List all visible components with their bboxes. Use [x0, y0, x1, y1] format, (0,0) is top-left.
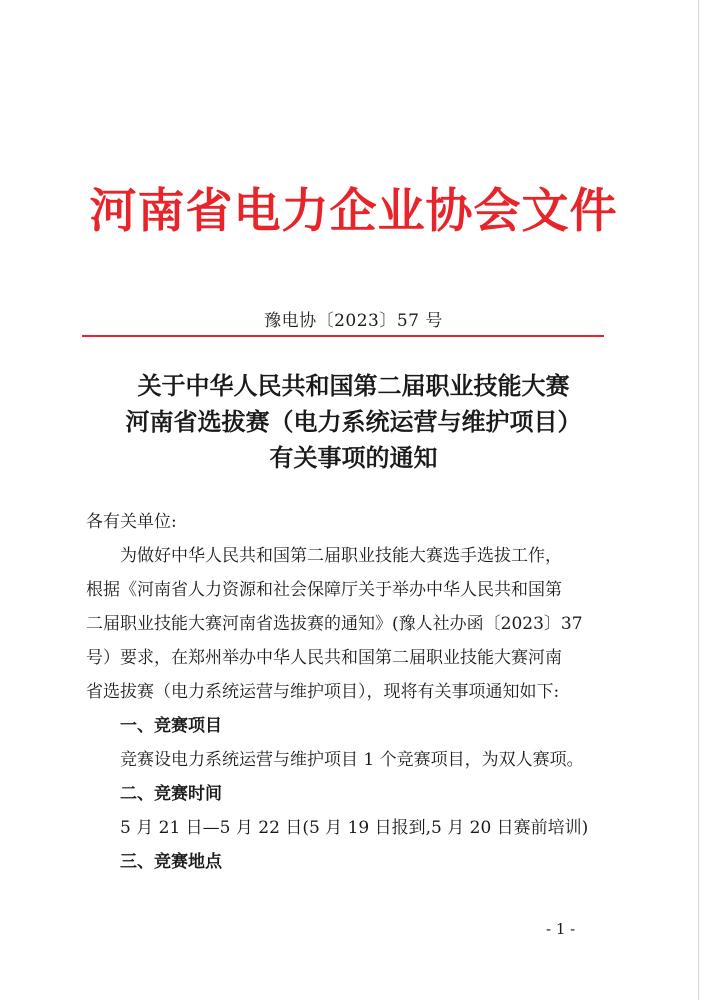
notice-title — [0, 368, 707, 476]
section-heading-competition-time: 二、竞赛时间 — [120, 784, 222, 804]
salutation: 各有关单位: — [86, 512, 177, 532]
intro-line-2: 根据《河南省人力资源和社会保障厅关于举办中华人民共和国第 — [86, 580, 562, 600]
intro-line-1: 为做好中华人民共和国第二届职业技能大赛选手选拔工作， — [120, 546, 562, 566]
document-number: 豫电协〔2023〕57 号 — [264, 311, 443, 331]
page-edge-line — [698, 0, 699, 1000]
notice-title-line-3: 有关事项的通知 — [269, 443, 438, 472]
document-header-title: 河南省电力企业协会文件 — [89, 184, 618, 239]
section-text-competition-time: 5 月 21 日—5 月 22 日(5 月 19 日报到,5 月 20 日赛前培训) — [120, 818, 589, 838]
intro-line-5: 省选拔赛（电力系统运营与维护项目），现将有关事项通知如下: — [86, 682, 560, 702]
section-heading-competition-venue: 三、竞赛地点 — [120, 852, 222, 872]
notice-title-line-2: 河南省选拔赛（电力系统运营与维护项目） — [125, 407, 582, 436]
notice-title-line-1: 关于中华人民共和国第二届职业技能大赛 — [137, 371, 570, 400]
intro-line-4: 号）要求，在郑州举办中华人民共和国第二届职业技能大赛河南 — [86, 648, 562, 668]
intro-line-3: 二届职业技能大赛河南省选拔赛的通知》(豫人社办函〔2023〕37 — [86, 614, 583, 634]
red-divider-line — [82, 335, 604, 337]
page-number: - 1 - — [546, 920, 576, 938]
section-text-competition-item: 竞赛设电力系统运营与维护项目 1 个竞赛项目，为双人赛项。 — [120, 750, 584, 770]
notice-body — [86, 505, 621, 879]
section-heading-competition-item: 一、竞赛项目 — [120, 716, 222, 736]
